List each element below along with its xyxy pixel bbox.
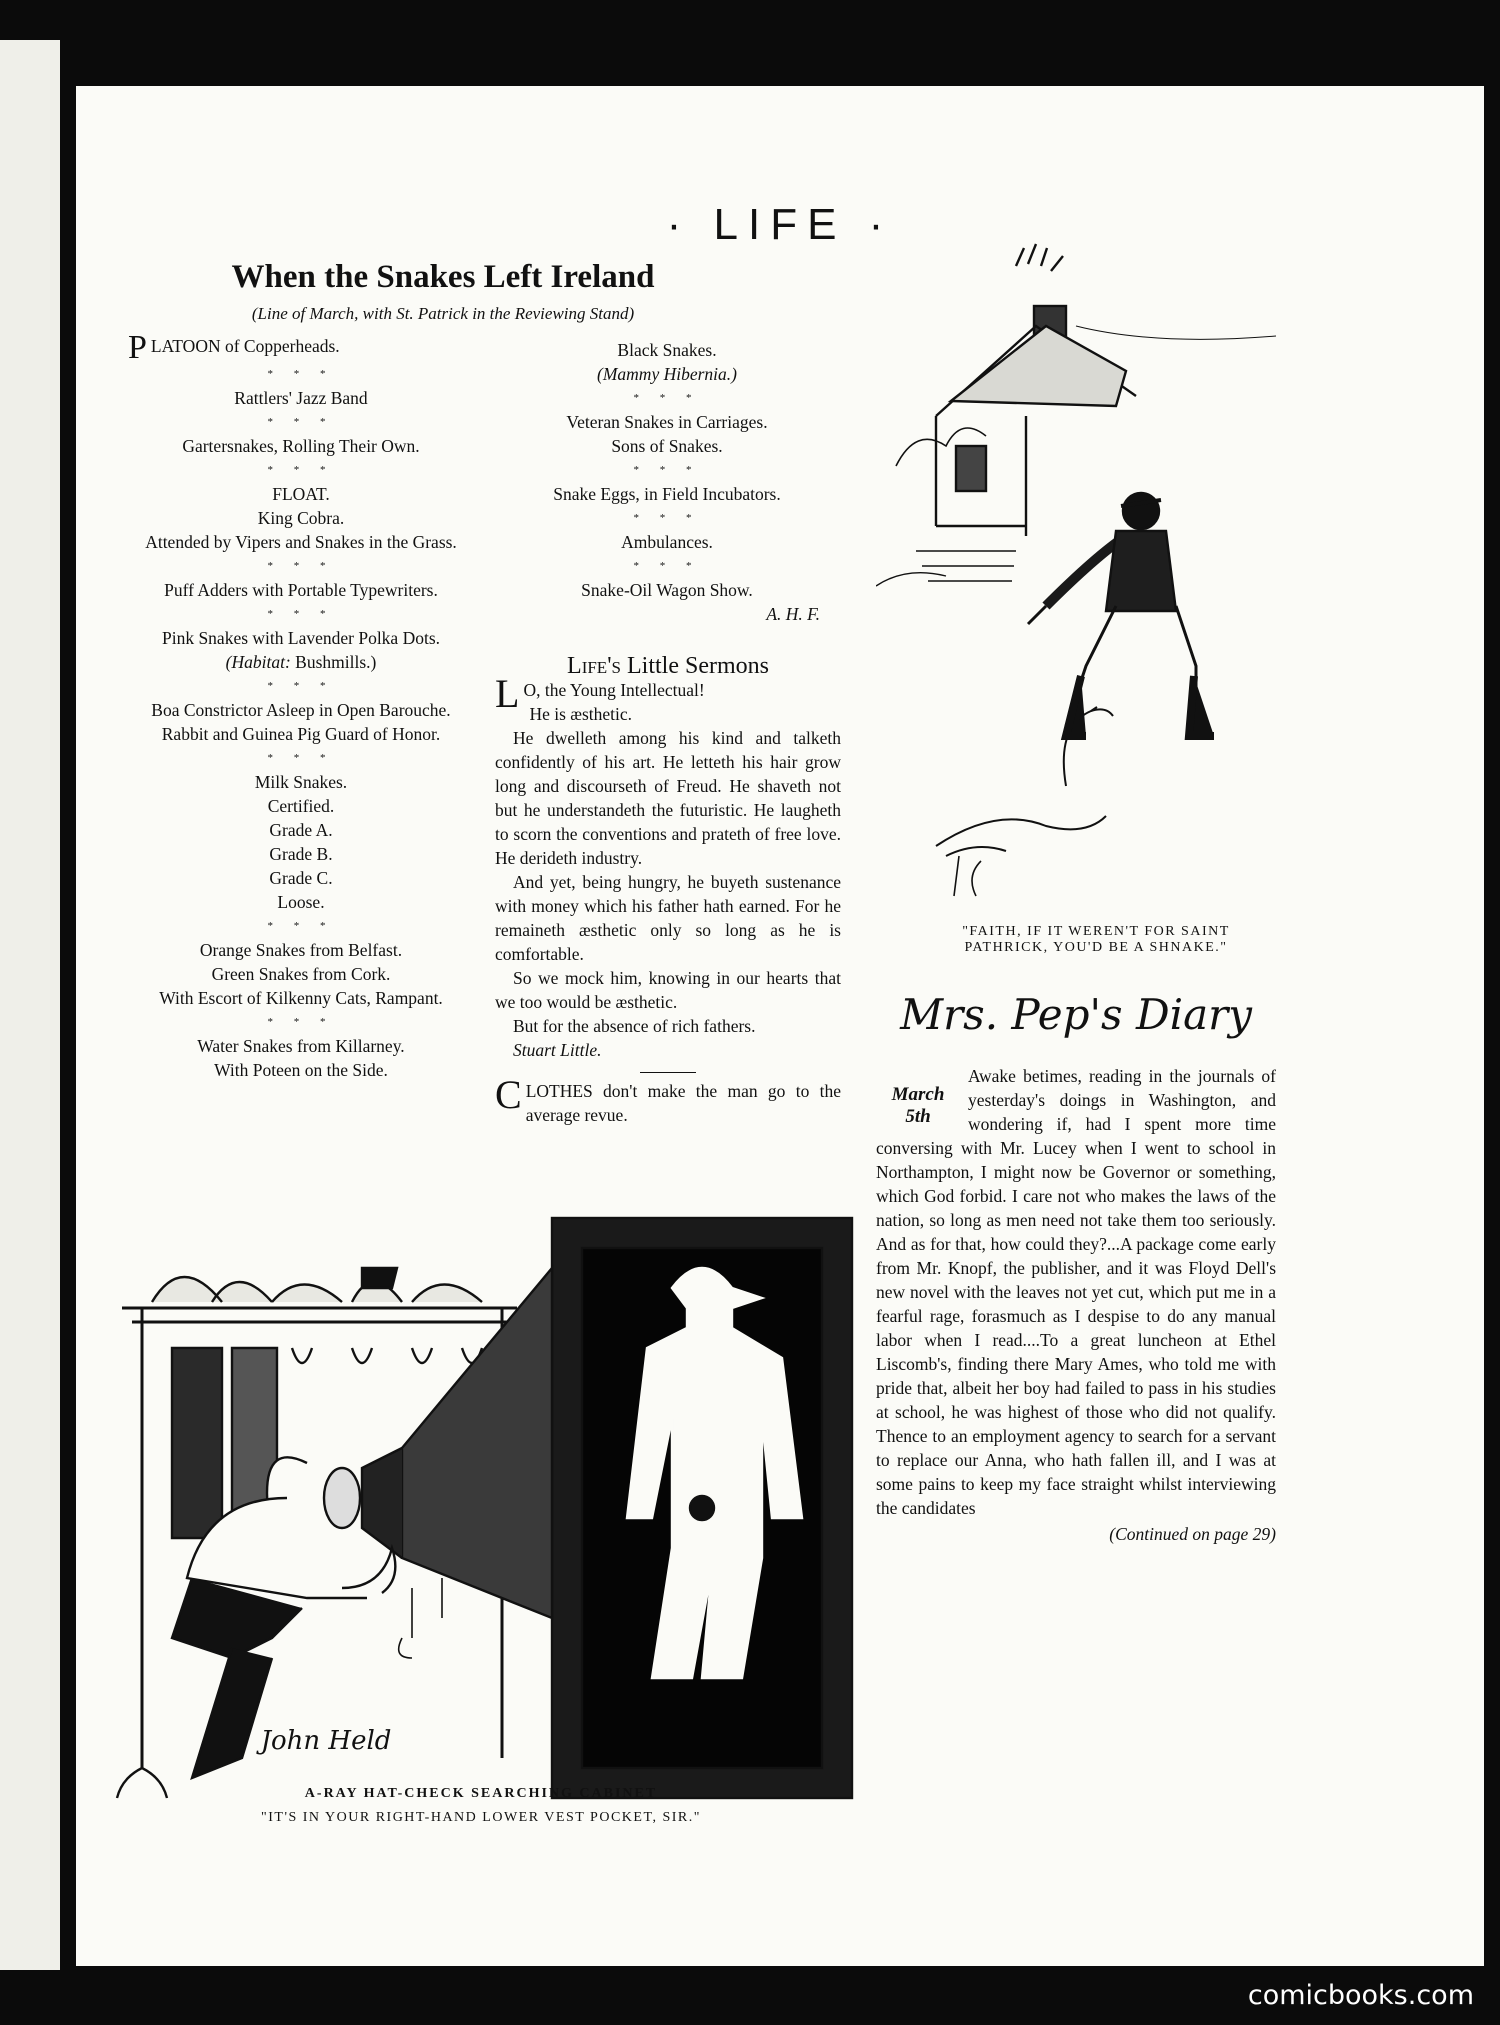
sermon-paragraph: So we mock him, knowing in our hearts that we too would be æsthetic. — [495, 968, 841, 1012]
caption-line: "FAITH, IF IT WEREN'T FOR SAINT — [962, 924, 1230, 939]
diary-date-day: 5th — [905, 1106, 931, 1127]
parade-line: Loose. — [277, 892, 325, 912]
parade-line: Gartersnakes, Rolling Their Own. — [182, 436, 420, 456]
watermark: comicbooks.com — [1247, 1980, 1474, 2011]
sermon-section — [495, 654, 841, 1127]
parade-line: Attended by Vipers and Snakes in the Grass. — [145, 532, 457, 552]
parade-line: Milk Snakes. — [254, 772, 348, 792]
sermon-paragraph: He dwelleth among his kind and talketh confidently of his art. He letteth his hair grow long and discourseth of Freud. He shaveth not but he understandeth the futuristic. He laugheth to scorn the conventions and prateth of free love. He derideth industry. — [495, 728, 841, 868]
diary-title: Mrs. Pep's Diary — [900, 990, 1252, 1039]
article-signature: A. H. F. — [766, 604, 820, 624]
dropcap-c: C — [495, 1072, 522, 1117]
separator-stars: * * * — [267, 1016, 335, 1028]
habitat-label: (Habitat: — [225, 652, 291, 672]
dropcap-l: L — [495, 671, 520, 716]
parade-line: Water Snakes from Killarney. — [197, 1036, 405, 1056]
separator-stars: * * * — [633, 512, 701, 524]
diary-date-month: March — [891, 1084, 945, 1105]
magazine-page — [76, 86, 1484, 1966]
sermon-line: He is æsthetic. — [529, 704, 632, 724]
parade-line: LATOON of Copperheads. — [150, 336, 340, 356]
separator-stars: * * * — [267, 680, 335, 692]
parade-line: Certified. — [267, 796, 335, 816]
parade-line: FLOAT. — [272, 484, 330, 504]
separator-stars: * * * — [267, 752, 335, 764]
parade-line: Rabbit and Guinea Pig Guard of Honor. — [161, 724, 441, 744]
diary-continued: (Continued on page 29) — [1109, 1524, 1276, 1544]
parade-line: Sons of Snakes. — [611, 436, 723, 456]
habitat-value: Bushmills.) — [290, 652, 377, 672]
diary-entry: Awake betimes, reading in the journals of yesterday's doings in Washington, and wondering if, had I spent more time conversing with Mr. Lucey when I went to school in Northampton, I might now be Governor or something, which God forbid. I care not who makes the laws of the nation, so long as men need not take them too seriously. And as for that, how could they?...A package come early from Mr. Knopf, the publisher, and it was Floyd Dell's new novel with the leaves not yet cut, which put me in a fearful rage, forasmuch as I despise to do any manual labor when I read....To a great luncheon at Ethel Liscomb's, finding there Mary Ames, who told me with pride that, albeit her boy had failed to pass in his studies at school, he was highest of those who did not qualify. Thence to an employment agency to search for a servant to replace our Anna, who hath fallen ill, and I was at some pains to keep my face straight whilst interviewing the candidates — [876, 1066, 1276, 1518]
masthead: · LIFE · — [666, 200, 894, 249]
parade-line: Grade B. — [269, 844, 333, 864]
parade-line: King Cobra. — [257, 508, 345, 528]
diary-column — [876, 1064, 1276, 1546]
parade-line: Ambulances. — [621, 532, 713, 552]
parade-line: Veteran Snakes in Carriages. — [566, 412, 768, 432]
sermon-signature: Stuart Little. — [513, 1040, 602, 1060]
parade-line: Boa Constrictor Asleep in Open Barouche. — [151, 700, 451, 720]
sermon-title-prefix: Life's — [567, 653, 621, 679]
sermon-line: O, the Young Intellectual! — [523, 680, 705, 700]
dropcap-p: P — [128, 329, 147, 366]
parade-line: Pink Snakes with Lavender Polka Dots. — [161, 628, 441, 648]
separator-stars: * * * — [267, 368, 335, 380]
clothes-quip: LOTHES don't make the man go to the average revue. — [525, 1081, 841, 1125]
parade-line: Orange Snakes from Belfast. — [199, 940, 403, 960]
separator-stars: * * * — [267, 416, 335, 428]
facing-page-edge — [0, 40, 60, 1970]
separator-stars: * * * — [633, 560, 701, 572]
parade-line — [128, 650, 474, 674]
parade-line: With Poteen on the Side. — [214, 1060, 388, 1080]
artist-signature: John Held — [260, 1726, 392, 1756]
parade-line: Black Snakes. — [617, 340, 717, 360]
separator-stars: * * * — [633, 464, 701, 476]
parade-column-1 — [128, 329, 474, 1082]
parade-line: Green Snakes from Cork. — [211, 964, 391, 984]
article-title: When the Snakes Left Ireland — [231, 259, 655, 295]
caption-line: PATHRICK, YOU'D BE A SHNAKE." — [964, 940, 1228, 955]
sermon-paragraph: But for the absence of rich fathers. — [513, 1016, 756, 1036]
article-subtitle: (Line of March, with St. Patrick in the Reviewing Stand) — [251, 304, 635, 323]
hat-check-cartoon — [112, 1198, 872, 1818]
diary-date — [876, 1084, 960, 1128]
left-cartoon-quote: "IT'S IN YOUR RIGHT-HAND LOWER VEST POCKET, SIR." — [261, 1810, 701, 1825]
right-cartoon-caption — [876, 924, 1316, 956]
parade-line: Grade A. — [269, 820, 333, 840]
parade-line: Snake-Oil Wagon Show. — [581, 580, 753, 600]
sermon-paragraph: And yet, being hungry, he buyeth sustenance with money which his father hath earned. For he remaineth æsthetic only so long as he is comfortable. — [495, 872, 841, 964]
parade-line: Puff Adders with Portable Typewriters. — [164, 580, 438, 600]
parade-line: Snake Eggs, in Field Incubators. — [553, 484, 781, 504]
parade-column-2 — [494, 338, 840, 626]
separator-stars: * * * — [633, 392, 701, 404]
separator-stars: * * * — [267, 608, 335, 620]
parade-line: With Escort of Kilkenny Cats, Rampant. — [159, 988, 443, 1008]
separator-stars: * * * — [267, 920, 335, 932]
saint-patrick-cartoon — [876, 206, 1316, 916]
separator-stars: * * * — [267, 464, 335, 476]
divider-rule — [640, 1072, 696, 1073]
left-cartoon-title: A-RAY HAT-CHECK SEARCHING CABINET — [304, 1786, 658, 1801]
sermon-title — [495, 654, 841, 678]
sermon-title-rest: Little Sermons — [620, 653, 769, 679]
parade-line: (Mammy Hibernia.) — [597, 364, 737, 384]
parade-line: Rattlers' Jazz Band — [234, 388, 368, 408]
separator-stars: * * * — [267, 560, 335, 572]
parade-line: Grade C. — [269, 868, 333, 888]
